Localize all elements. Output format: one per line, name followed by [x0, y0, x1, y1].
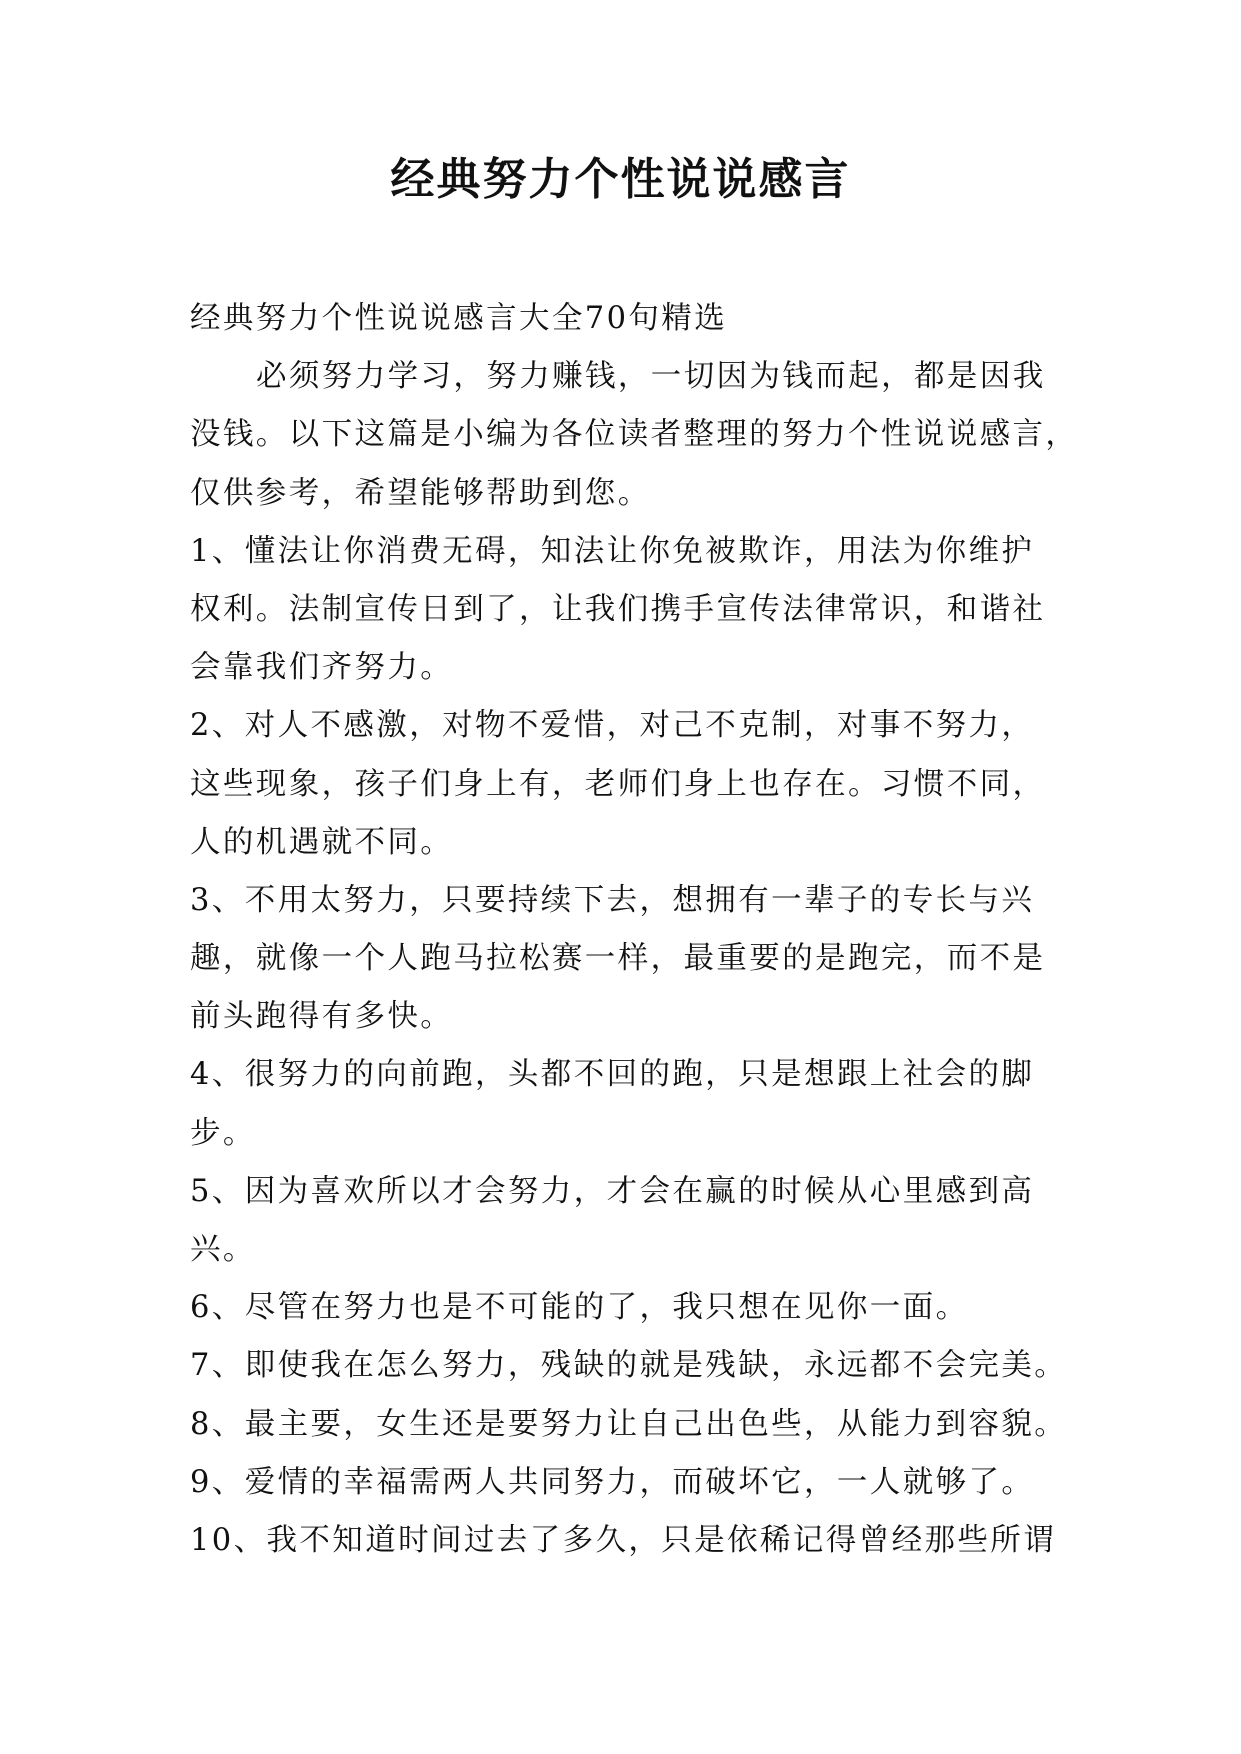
intro-line: 仅供参考，希望能够帮助到您。 — [190, 475, 651, 511]
document-body — [190, 290, 1079, 1570]
quote-line: 10、我不知道时间过去了多久，只是依稀记得曾经那些所谓 — [190, 1522, 1057, 1558]
quote-line: 9、爱情的幸福需两人共同努力，而破坏它，一人就够了。 — [190, 1464, 1035, 1500]
quote-line: 权利。法制宣传日到了，让我们携手宣传法律常识，和谐社 — [190, 591, 1046, 627]
quote-line: 1、懂法让你消费无碍，知法让你免被欺诈，用法为你维护 — [190, 533, 1035, 569]
quote-line: 4、很努力的向前跑，头都不回的跑，只是想跟上社会的脚 — [190, 1057, 1035, 1093]
quote-line: 会靠我们齐努力。 — [190, 650, 454, 686]
subtitle-line: 经典努力个性说说感言大全70句精选 — [190, 301, 728, 336]
quote-line: 人的机遇就不同。 — [190, 824, 454, 860]
document-title: 经典努力个性说说感言 — [390, 154, 851, 205]
quote-line: 这些现象，孩子们身上有，老师们身上也存在。习惯不同， — [190, 766, 1046, 802]
quote-line: 3、不用太努力，只要持续下去，想拥有一辈子的专长与兴 — [190, 882, 1035, 918]
quote-line: 7、即使我在怎么努力，残缺的就是残缺，永远都不会完美。 — [190, 1348, 1068, 1384]
quote-line: 8、最主要，女生还是要努力让自己出色些，从能力到容貌。 — [190, 1406, 1068, 1442]
quote-line: 步。 — [190, 1115, 256, 1151]
quote-line: 兴。 — [190, 1232, 256, 1267]
quote-line: 2、对人不感激，对物不爱惜，对己不克制，对事不努力， — [190, 708, 1035, 744]
quote-line: 5、因为喜欢所以才会努力，才会在赢的时候从心里感到高 — [190, 1173, 1035, 1209]
quote-line: 6、尽管在努力也是不可能的了，我只想在见你一面。 — [190, 1290, 969, 1326]
intro-line: 必须努力学习，努力赚钱，一切因为钱而起，都是因我 — [256, 359, 1046, 395]
quote-line: 趣，就像一个人跑马拉松赛一样，最重要的是跑完，而不是 — [190, 941, 1046, 977]
intro-line: 没钱。以下这篇是小编为各位读者整理的努力个性说说感言， — [190, 417, 1079, 453]
quote-line: 前头跑得有多快。 — [190, 999, 454, 1035]
